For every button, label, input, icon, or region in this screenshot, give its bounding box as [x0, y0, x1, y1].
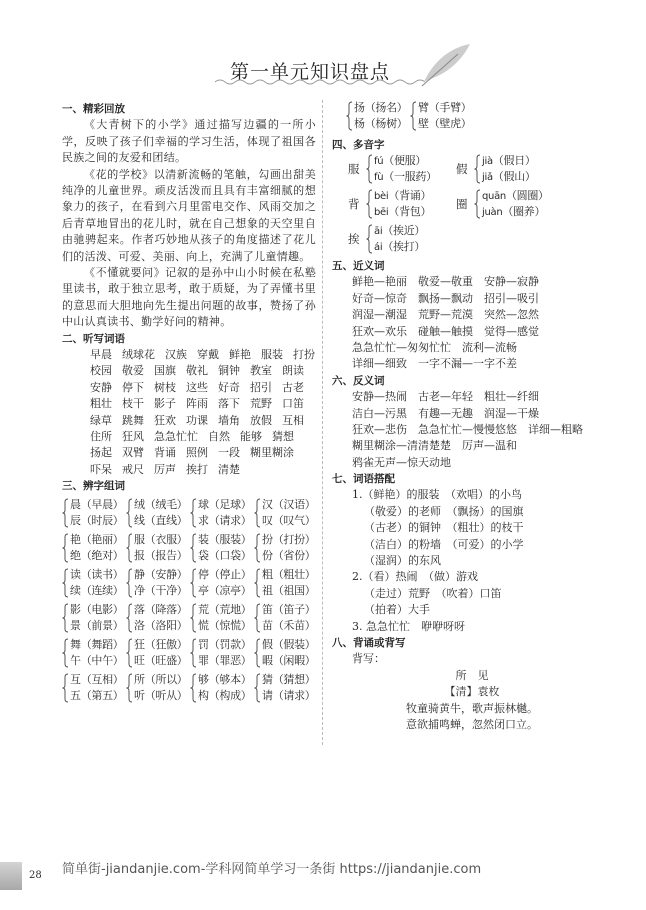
brace-icon — [254, 603, 261, 633]
reading-example: （背包） — [388, 205, 432, 218]
vocab-word: 急急忙忙 — [154, 430, 198, 444]
vocab-word: 墙角 — [218, 413, 240, 427]
brace-icon — [254, 568, 261, 598]
vocab-word: 这些 — [186, 380, 208, 394]
char-pair-group — [126, 637, 188, 669]
char-pair-group — [346, 100, 408, 132]
vocab-word: 树枝 — [154, 380, 176, 394]
reading-example: （挨近） — [382, 224, 426, 237]
vocab-row — [62, 462, 316, 478]
brace-icon — [190, 568, 197, 598]
wavy-underline — [215, 76, 425, 88]
char-pair — [198, 672, 252, 704]
char-pair-entry: 暇（闲暇） — [262, 653, 316, 667]
vocab-word: 打扮 — [293, 348, 315, 362]
polyphone-readings — [374, 188, 431, 220]
reading-line — [482, 169, 536, 185]
vocab-word: 敬爱 — [122, 364, 144, 378]
brace-icon — [126, 568, 133, 598]
vocab-word: 挨打 — [186, 462, 208, 476]
char-pair-entry: 袋（口袋） — [198, 548, 252, 562]
list-line: 好奇—惊奇 飘扬—飘动 招引—吸引 — [352, 291, 539, 305]
char-pair-group — [126, 497, 188, 529]
char-pair-entry: 洛（洛阳） — [134, 618, 188, 632]
poem-line: 意欲捕鸣蝉，忽然闭口立。 — [406, 717, 538, 731]
synonym-list — [332, 274, 602, 372]
vocab-word: 背诵 — [154, 446, 176, 460]
poem-title: 所 见 — [455, 668, 489, 682]
list-line: 安静—热闹 古老—年轻 粗壮—纤细 — [352, 390, 539, 404]
vocab-word: 穿戴 — [197, 348, 219, 362]
char-pair-entry: 请（请求） — [262, 688, 316, 702]
char-pair-entry: 旺（旺盛） — [134, 653, 188, 667]
brace-icon — [62, 498, 69, 528]
char-pair-entry: 球（足球） — [198, 497, 252, 511]
char-pair — [198, 497, 252, 529]
brace-icon — [254, 673, 261, 703]
char-pair — [134, 602, 188, 634]
collocation-line: 2.（看）热闹 （做）游戏 — [352, 570, 478, 584]
char-pair — [134, 672, 188, 704]
char-pair-entry: 服（衣服） — [134, 532, 188, 546]
vocab-word: 国旗 — [154, 364, 176, 378]
brace-icon — [474, 189, 481, 219]
char-pair-entry: 罚（罚款） — [198, 637, 252, 651]
list-line: 润湿—潮湿 荒野—荒漠 突然—忽然 — [352, 308, 539, 322]
char-pair-entry: 读（读书） — [70, 567, 124, 581]
vocab-word: 校园 — [90, 364, 112, 378]
brace-icon — [190, 603, 197, 633]
character-distinction-groups — [62, 497, 320, 709]
char-pair — [198, 532, 252, 564]
char-pair-group — [254, 567, 316, 599]
char-pair-group — [62, 637, 124, 669]
brace-icon — [254, 533, 261, 563]
pinyin: juàn — [482, 207, 503, 218]
brace-icon — [366, 224, 373, 254]
reading-example: （圆圈） — [505, 189, 549, 202]
char-pair-group — [62, 672, 124, 704]
char-pair-entry: 亭（凉亭） — [198, 583, 252, 597]
vocab-row — [62, 429, 316, 445]
reading-example: （假日） — [492, 154, 536, 167]
vocab-word: 阵雨 — [186, 397, 208, 411]
vocab-word: 口笛 — [282, 397, 304, 411]
char-pair — [262, 602, 316, 634]
collocation-line: （敬爱）的老师 （飘扬）的国旗 — [364, 504, 524, 518]
char-pair-entry: 份（省份） — [262, 548, 316, 562]
pinyin: fú — [374, 156, 384, 167]
char-pair-entry: 苗（禾苗） — [262, 618, 316, 632]
vocab-word: 招引 — [250, 380, 272, 394]
brace-icon — [366, 189, 373, 219]
section-heading: 二、听写词语 — [62, 332, 125, 345]
word-collocation-list — [332, 487, 602, 635]
polyphone-item — [348, 188, 431, 220]
vocab-word: 绿草 — [90, 413, 112, 427]
character-distinction-groups-continued — [346, 100, 546, 136]
vocab-word: 照例 — [186, 446, 208, 460]
vocab-word: 汉族 — [165, 348, 187, 362]
reading-line — [482, 188, 549, 204]
char-pair-entry: 壁（壁虎） — [418, 117, 472, 130]
vocab-word: 绒球花 — [122, 348, 155, 362]
char-pair — [134, 497, 188, 529]
paragraph: 《不懂就要问》记叙的是孙中山小时候在私塾里读书，敢于独立思考，敢于质疑，为了弄懂书里的意思而大胆地向先生提出问题的故事，赞扬了孙中山认真读书、勤学好问的精神。 — [62, 266, 316, 329]
vocab-word: 清楚 — [218, 462, 240, 476]
collocation-line: 3. 急急忙忙 咿咿呀呀 — [352, 619, 465, 633]
char-pair-group — [190, 602, 252, 634]
char-pair — [134, 567, 188, 599]
vocab-row — [62, 445, 316, 461]
char-pair-entry: 续（连续） — [70, 583, 124, 597]
char-pair — [262, 567, 316, 599]
reading-example: （假山） — [492, 170, 536, 183]
char-pair-entry: 笛（笛子） — [262, 602, 316, 616]
char-pair-group — [62, 567, 124, 599]
char-pair-group — [126, 567, 188, 599]
char-pair-entry: 假（假装） — [262, 637, 316, 651]
collocation-line: （湿润）的东风 — [364, 554, 441, 568]
char-pair-group — [126, 602, 188, 634]
vocab-word: 糊里糊涂 — [250, 446, 294, 460]
section-heading: 六、反义词 — [332, 374, 385, 387]
char-pair-group — [190, 497, 252, 529]
char-pair-entry: 绝（绝对） — [70, 548, 124, 562]
vocab-word: 服装 — [261, 348, 283, 362]
vocab-word: 放假 — [250, 413, 272, 427]
char-pair-entry: 祖（祖国） — [262, 583, 316, 597]
char-pair-entry: 午（中午） — [70, 653, 124, 667]
list-line: 鲜艳—艳丽 敬爱—敬重 安静—寂静 — [352, 275, 539, 289]
page-title: 第一单元知识盘点 — [229, 61, 390, 83]
polyphone-item — [348, 223, 425, 255]
vocab-word: 鲜艳 — [229, 348, 251, 362]
brace-icon — [126, 533, 133, 563]
polyphone-readings — [482, 153, 536, 185]
section-heading: 七、词语搭配 — [332, 473, 395, 486]
reading-line — [482, 153, 536, 169]
vocab-word: 好奇 — [218, 380, 240, 394]
brace-icon — [126, 673, 133, 703]
vocab-word: 早晨 — [90, 348, 112, 362]
char-pair-group — [190, 672, 252, 704]
polyphone-char: 背 — [348, 197, 360, 211]
vocab-word: 自然 — [208, 430, 230, 444]
vocab-word: 落下 — [218, 397, 240, 411]
polyphone-item — [456, 188, 549, 220]
char-pair-group — [254, 637, 316, 669]
brace-icon — [62, 603, 69, 633]
brace-icon — [474, 154, 481, 184]
char-pair-entry: 荒（荒地） — [198, 602, 252, 616]
vocab-word: 双臂 — [122, 446, 144, 460]
list-line: 洁白—污黑 有趣—无趣 润湿—干燥 — [352, 406, 539, 420]
dictation-word-list — [62, 347, 316, 478]
vocab-word: 扬起 — [90, 446, 112, 460]
brace-icon — [190, 673, 197, 703]
page-tab-decoration — [0, 862, 22, 890]
vocab-word: 跳舞 — [122, 413, 144, 427]
list-line: 糊里糊涂—清清楚楚 厉声—温和 — [352, 439, 517, 453]
brace-icon — [126, 638, 133, 668]
reading-example: （挨打） — [382, 240, 426, 253]
char-pair — [354, 100, 408, 132]
char-pair-entry: 臂（手臂） — [418, 101, 472, 114]
char-pair-entry: 净（干净） — [134, 583, 188, 597]
section-heading: 四、多音字 — [332, 139, 385, 151]
brace-icon — [254, 638, 261, 668]
brace-icon — [62, 638, 69, 668]
vocab-word: 安静 — [90, 380, 112, 394]
reading-line — [374, 204, 431, 220]
char-pair — [198, 567, 252, 599]
brace-icon — [190, 638, 197, 668]
char-pair-group — [410, 100, 472, 132]
char-pair — [70, 567, 124, 599]
vocab-word: 教室 — [250, 364, 272, 378]
char-pair-entry: 扮（打扮） — [262, 532, 316, 546]
char-pair-group — [254, 672, 316, 704]
char-pair-entry: 听（听从） — [134, 688, 188, 702]
poem-author: 【清】袁枚 — [444, 685, 500, 699]
char-pair-group — [190, 567, 252, 599]
section-heading: 一、精彩回放 — [62, 103, 125, 115]
char-pair — [198, 637, 252, 669]
vocab-row — [62, 396, 316, 412]
section-heading: 五、近义词 — [332, 260, 385, 272]
char-pair-entry: 报（报告） — [134, 548, 188, 562]
char-pair-group — [62, 497, 124, 529]
char-pair-entry: 装（服装） — [198, 532, 252, 546]
char-pair-entry: 五（第五） — [70, 688, 124, 702]
pinyin: ái — [374, 242, 383, 253]
recite-label: 背写： — [352, 652, 385, 666]
char-pair-group — [254, 497, 316, 529]
char-pair-entry: 构（构成） — [198, 688, 252, 702]
vocab-word: 枝干 — [122, 397, 144, 411]
list-line: 急急忙忙—匆匆忙忙 流利—流畅 — [352, 340, 517, 354]
char-pair-entry: 线（直线） — [134, 513, 188, 527]
vocab-word: 吓呆 — [90, 462, 112, 476]
reading-line — [482, 204, 549, 220]
brace-icon — [126, 498, 133, 528]
vocab-row — [62, 413, 316, 429]
char-pair-entry: 猜（猜想） — [262, 672, 316, 686]
reading-line — [374, 188, 431, 204]
char-pair-group — [126, 532, 188, 564]
char-pair-entry: 舞（舞蹈） — [70, 637, 124, 651]
char-pair-entry: 停（停止） — [198, 567, 252, 581]
list-line: 鸦雀无声—惊天动地 — [352, 455, 451, 469]
paragraph: 《花的学校》以清新流畅的笔触，勾画出甜美纯净的儿童世界。顽皮活泼而且具有丰富细腻的想象力的孩子，在看到六月里雷电交作、风雨交加之后青草地冒出的花儿时，就在自己想象的天空里自由驰骋起来。作者巧妙地从孩子的角度描述了花儿们的活泼、可爱、美丽、向上，充满了儿童情趣。 — [62, 167, 316, 263]
char-pair — [262, 672, 316, 704]
char-pair-entry: 静（安静） — [134, 567, 188, 581]
vocab-word: 粗壮 — [90, 397, 112, 411]
char-pair-entry: 够（够本） — [198, 672, 252, 686]
brace-icon — [366, 154, 373, 184]
vocab-word: 敬礼 — [186, 364, 208, 378]
section-heading: 三、辨字组词 — [62, 480, 125, 493]
list-line: 狂欢—悲伤 急急忙忙—慢慢悠悠 详细—粗略 — [352, 422, 583, 436]
char-pair — [262, 637, 316, 669]
vocab-row — [62, 380, 316, 396]
vocab-row — [62, 347, 316, 363]
list-line: 狂欢—欢乐 碰触—触摸 觉得—感觉 — [352, 324, 539, 338]
char-pair-entry: 晨（早晨） — [70, 497, 124, 511]
vocab-word: 古老 — [282, 380, 304, 394]
char-pair-entry: 绒（绒毛） — [134, 497, 188, 511]
vocab-word: 影子 — [154, 397, 176, 411]
char-pair-entry: 互（互相） — [70, 672, 124, 686]
reading-line — [374, 169, 437, 185]
char-pair-entry: 扬（扬名） — [354, 101, 408, 114]
reading-line — [374, 223, 425, 239]
char-pair-entry: 影（电影） — [70, 602, 124, 616]
char-pair-group — [254, 532, 316, 564]
pinyin: quān — [482, 191, 506, 202]
vocab-word: 住所 — [90, 430, 112, 444]
polyphone-readings — [374, 153, 437, 185]
section-lists — [332, 258, 602, 733]
reading-line — [374, 153, 437, 169]
char-pair-group — [254, 602, 316, 634]
pinyin: bēi — [374, 207, 389, 218]
vocab-word: 戒尺 — [122, 462, 144, 476]
polyphone-readings — [374, 223, 425, 255]
char-pair — [134, 532, 188, 564]
vocab-word: 朗读 — [282, 364, 304, 378]
char-pair-group — [190, 532, 252, 564]
polyphone-char: 服 — [348, 162, 360, 176]
vocab-word: 一段 — [218, 446, 240, 460]
reading-example: （背诵） — [388, 189, 432, 202]
polyphone-list — [348, 153, 598, 257]
pinyin: jià — [482, 156, 493, 167]
brace-icon — [62, 533, 69, 563]
reading-example: （便服） — [383, 154, 427, 167]
char-pair — [418, 100, 472, 132]
poem — [372, 668, 572, 734]
collocation-line: 1.（鲜艳）的服装 （欢唱）的小鸟 — [352, 488, 522, 502]
collocation-line: （古老）的铜钟 （粗壮）的枝干 — [364, 521, 524, 535]
char-pair — [70, 532, 124, 564]
char-pair-group — [190, 637, 252, 669]
brace-icon — [346, 101, 353, 131]
char-pair-group — [126, 672, 188, 704]
polyphone-char: 圈 — [456, 197, 468, 211]
char-pair — [262, 497, 316, 529]
vocab-word: 荒野 — [250, 397, 272, 411]
reading-example: （一服药） — [383, 170, 437, 183]
char-pair-entry: 落（降落） — [134, 602, 188, 616]
brace-icon — [190, 498, 197, 528]
char-pair-entry: 叹（叹气） — [262, 513, 316, 527]
watermark-text: 简单街-jiandanjie.com-学科网简单学习一条街 https://jiandanjie.com — [62, 862, 482, 877]
polyphone-char: 挨 — [348, 232, 360, 246]
polyphone-item — [456, 153, 536, 185]
brace-icon — [254, 498, 261, 528]
paragraph: 《大青树下的小学》通过描写边疆的一所小学，反映了孩子们幸福的学习生活，体现了祖国各民族之间的友爱和团结。 — [62, 118, 316, 165]
char-pair — [198, 602, 252, 634]
pinyin: fù — [374, 172, 384, 183]
char-pair — [70, 602, 124, 634]
polyphone-readings — [482, 188, 549, 220]
reading-example: （圈养） — [502, 205, 546, 218]
vocab-word: 停下 — [122, 380, 144, 394]
pinyin: āi — [374, 226, 383, 237]
char-pair — [134, 637, 188, 669]
char-pair-entry: 慌（惊慌） — [198, 618, 252, 632]
poem-line: 牧童骑黄牛，歌声振林樾。 — [406, 701, 538, 715]
polyphone-item — [348, 153, 437, 185]
polyphone-char: 假 — [456, 162, 468, 176]
collocation-line: （走过）荒野 （吹着）口笛 — [364, 586, 502, 600]
char-pair-entry: 景（前景） — [70, 618, 124, 632]
pinyin: jiǎ — [482, 172, 493, 183]
char-pair-entry: 求（请求） — [198, 513, 252, 527]
char-pair-group — [62, 602, 124, 634]
char-pair — [70, 497, 124, 529]
char-pair-group — [62, 532, 124, 564]
char-pair-entry: 所（所以） — [134, 672, 188, 686]
char-pair — [262, 532, 316, 564]
char-pair — [70, 672, 124, 704]
char-pair-entry: 杨（杨树） — [354, 117, 408, 130]
vocab-word: 猜想 — [272, 430, 294, 444]
char-pair — [70, 637, 124, 669]
feather-icon — [418, 42, 473, 87]
vocab-word: 能够 — [240, 430, 262, 444]
brace-icon — [190, 533, 197, 563]
brace-icon — [62, 673, 69, 703]
brace-icon — [410, 101, 417, 131]
vocab-word: 互相 — [282, 413, 304, 427]
reading-line — [374, 239, 425, 255]
collocation-line: （洁白）的粉墙 （可爱）的小学 — [364, 537, 524, 551]
vocab-word: 厉声 — [154, 462, 176, 476]
list-line: 详细—细致 一字不漏—一字不差 — [352, 357, 517, 371]
char-pair-entry: 狂（狂傲） — [134, 637, 188, 651]
antonym-list — [332, 389, 602, 471]
column-divider — [322, 100, 323, 745]
left-column — [62, 101, 316, 709]
brace-icon — [62, 568, 69, 598]
char-pair-entry: 粗（粗壮） — [262, 567, 316, 581]
pinyin: bèi — [374, 191, 389, 202]
page-number: 28 — [29, 870, 42, 881]
char-pair-entry: 罪（罪恶） — [198, 653, 252, 667]
collocation-line: （拍着）大手 — [364, 603, 430, 617]
section-heading: 八、背诵或背写 — [332, 636, 406, 649]
char-pair-entry: 辰（时辰） — [70, 513, 124, 527]
section-polyphones — [332, 137, 385, 153]
vocab-word: 功课 — [186, 413, 208, 427]
brace-icon — [126, 603, 133, 633]
vocab-word: 铜钟 — [218, 364, 240, 378]
char-pair-entry: 汉（汉语） — [262, 497, 316, 511]
vocab-word: 狂风 — [122, 430, 144, 444]
char-pair-entry: 艳（艳丽） — [70, 532, 124, 546]
vocab-row — [62, 363, 316, 379]
vocab-word: 狂欢 — [154, 413, 176, 427]
